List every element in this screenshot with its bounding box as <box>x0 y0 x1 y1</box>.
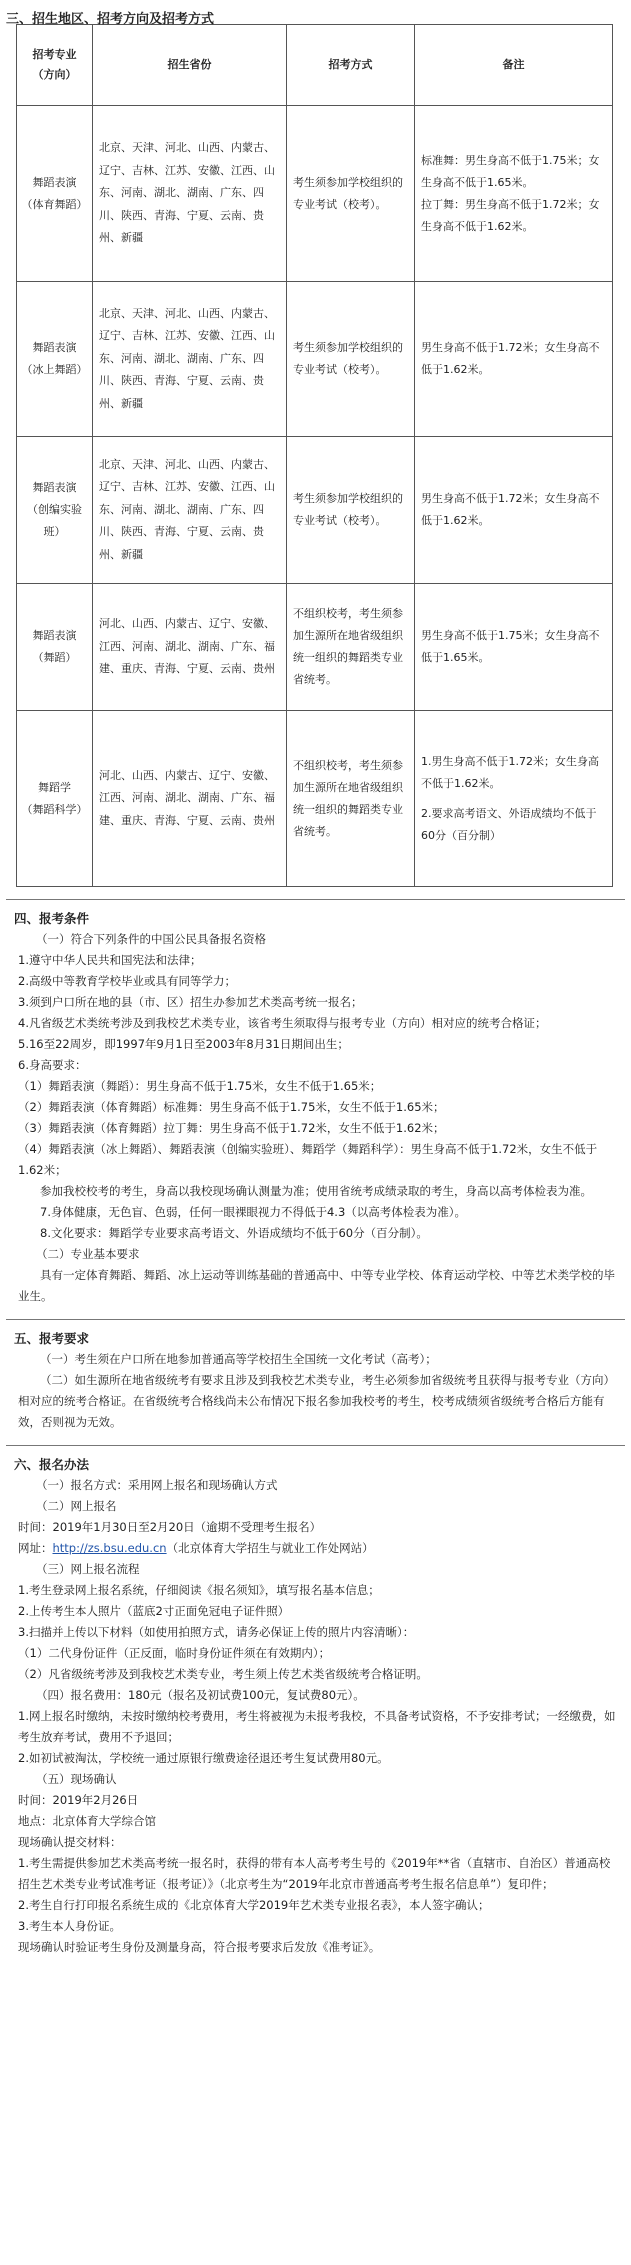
height-item: （4）舞蹈表演（冰上舞蹈）、舞蹈表演（创编实验班）、舞蹈学（舞蹈科学）：男生身高不低于1.72米，女生不低于1.62米； <box>18 1142 598 1177</box>
table-row <box>17 437 613 584</box>
header-note: 备注 <box>415 25 613 106</box>
table-header-row <box>17 25 613 106</box>
registration-time: 时间：2019年1月30日至2月20日（逾期不受理考生报名） <box>18 1520 322 1534</box>
final-note: 现场确认时验证考生身份及测量身高，符合报考要求后发放《准考证》。 <box>18 1940 381 1954</box>
table-row <box>17 584 613 711</box>
site-label: 网址： <box>18 1541 53 1555</box>
major-direction: （创编实验 <box>27 503 82 516</box>
condition-item: 1.遵守中华人民共和国宪法和法律； <box>18 953 202 967</box>
major-cell <box>17 106 93 282</box>
divider <box>6 899 625 900</box>
admission-table-wrap <box>0 24 631 887</box>
major-direction: （体育舞蹈） <box>21 197 88 211</box>
condition-item: 3.须到户口所在地的县（市、区）招生办参加艺术类高考统一报名； <box>18 995 363 1009</box>
material-item: （2）凡省级统考涉及到我校艺术类专业，考生须上传艺术类省级统考合格证明。 <box>18 1667 428 1681</box>
table-row <box>17 282 613 437</box>
section5 <box>0 1328 631 1433</box>
major-direction: （冰上舞蹈） <box>21 363 88 376</box>
provinces-cell: 河北、山西、内蒙古、辽宁、安徽、江西、河南、湖北、湖南、广东、福建、重庆、青海、宁夏、云南、贵州 <box>93 711 287 887</box>
divider <box>6 1319 625 1320</box>
major-name: 舞蹈表演 <box>32 341 77 354</box>
section6-s2: （二）网上报名 <box>36 1499 117 1513</box>
flow-item: 3.扫描并上传以下材料（如使用拍照方式，请务必保证上传的照片内容清晰）： <box>18 1625 415 1639</box>
section6 <box>0 1454 631 1958</box>
condition-item: 6.身高要求： <box>18 1058 87 1072</box>
section6-s5: （五）现场确认 <box>36 1772 117 1786</box>
fee-item: 1.网上报名时缴纳，未按时缴纳校考费用，考生将被视为未报考我校，不具备考试资格，不予安排考试；一经缴费，如考生放弃考试，费用不予退回； <box>18 1709 616 1744</box>
section4-sub2: （二）专业基本要求 <box>36 1247 140 1261</box>
major-direction: （舞蹈科学） <box>21 802 88 816</box>
height-item: （1）舞蹈表演（舞蹈）：男生身高不低于1.75米，女生不低于1.65米； <box>18 1079 382 1093</box>
admission-table <box>16 24 613 887</box>
note-line: 2.要求高考语文、外语成绩均不低于60分（百分制） <box>421 806 597 842</box>
header-method: 招考方式 <box>287 25 415 106</box>
note-line: 男生身高不低于1.72米；女生身高不低于1.62米。 <box>421 341 600 376</box>
table-row <box>17 711 613 887</box>
note-line: 男生身高不低于1.72米；女生身高不低于1.62米。 <box>421 492 600 527</box>
note-line: 标准舞：男生身高不低于1.75米；女生身高不低于1.65米。 <box>421 153 600 189</box>
table-row <box>17 106 613 282</box>
section5-p2: （二）如生源所在地省级统考有要求且涉及到我校艺术类专业，考生必须参加省级统考且获得与报考专业（方向）相对应的统考合格证。在省级统考合格线尚未公布情况下报名参加我校考的考生，校考成绩须省级统考合格后方能有效，否则视为无效。 <box>18 1373 615 1429</box>
confirm-item: 1.考生需提供参加艺术类高考统一报名时，获得的带有本人高考考生号的《2019年**省（直辖市、自治区）普通高校招生艺术类专业考试准考证（报考证）》（北京考生为“2019年北京市普通高考考生报名信息单”）复印件； <box>18 1856 611 1891</box>
method-cell: 不组织校考，考生须参加生源所在地省级组织统一组织的舞蹈类专业省统考。 <box>287 711 415 887</box>
note-cell <box>415 106 613 282</box>
provinces-cell: 北京、天津、河北、山西、内蒙古、辽宁、吉林、江苏、安徽、江西、山东、河南、湖北、湖南、广东、四川、陕西、青海、宁夏、云南、贵州、新疆 <box>93 282 287 437</box>
major-direction-cont: 班） <box>43 525 66 538</box>
major-name: 舞蹈表演 <box>32 629 77 642</box>
note-cell <box>415 584 613 711</box>
confirm-item: 2.考生自行打印报名系统生成的《北京体育大学2019年艺术类专业报名表》，本人签字确认； <box>18 1898 490 1912</box>
major-cell <box>17 282 93 437</box>
method-cell: 考生须参加学校组织的专业考试（校考）。 <box>287 437 415 584</box>
section4-sub2-text: 具有一定体育舞蹈、舞蹈、冰上运动等训练基础的普通高中、中等专业学校、体育运动学校、中等艺术类学校的毕业生。 <box>18 1268 615 1303</box>
divider <box>6 1445 625 1446</box>
provinces-cell: 北京、天津、河北、山西、内蒙古、辽宁、吉林、江苏、安徽、江西、山东、河南、湖北、湖南、广东、四川、陕西、青海、宁夏、云南、贵州、新疆 <box>93 437 287 584</box>
condition-item: 2.高级中等教育学校毕业或具有同等学力； <box>18 974 236 988</box>
section3-title: 三、招生地区、招考方向及招考方式 <box>6 12 215 27</box>
material-item: （1）二代身份证件（正反面，临时身份证件须在有效期内）； <box>18 1646 331 1660</box>
provinces-cell: 北京、天津、河北、山西、内蒙古、辽宁、吉林、江苏、安徽、江西、山东、河南、湖北、湖南、广东、四川、陕西、青海、宁夏、云南、贵州、新疆 <box>93 106 287 282</box>
major-name: 舞蹈学 <box>38 780 71 794</box>
note-line: 拉丁舞：男生身高不低于1.72米；女生身高不低于1.62米。 <box>421 197 600 233</box>
note-cell <box>415 437 613 584</box>
section5-title: 五、报考要求 <box>14 1331 90 1346</box>
section4-title: 四、报考条件 <box>14 911 90 926</box>
major-cell <box>17 584 93 711</box>
materials-label: 现场确认提交材料： <box>18 1835 122 1849</box>
section4-sub1: （一）符合下列条件的中国公民具备报名资格 <box>36 932 266 946</box>
section6-s4: （四）报名费用：180元（报名及初试费100元，复试费80元）。 <box>36 1688 365 1702</box>
confirm-place: 地点：北京体育大学综合馆 <box>18 1814 156 1828</box>
site-link[interactable]: http://zs.bsu.edu.cn <box>52 1541 167 1555</box>
method-cell: 不组织校考，考生须参加生源所在地省级组织统一组织的舞蹈类专业省统考。 <box>287 584 415 711</box>
major-cell <box>17 437 93 584</box>
fee-item: 2.如初试被淘汰，学校统一通过原银行缴费途径退还考生复试费用80元。 <box>18 1751 389 1765</box>
height-item: （3）舞蹈表演（体育舞蹈）拉丁舞：男生身高不低于1.72米，女生不低于1.62米； <box>18 1121 445 1135</box>
header-major: 招考专业（方向） <box>17 25 93 106</box>
method-cell: 考生须参加学校组织的专业考试（校考）。 <box>287 282 415 437</box>
major-cell <box>17 711 93 887</box>
section6-s1: （一）报名方式：采用网上报名和现场确认方式 <box>36 1478 278 1492</box>
section6-s3: （三）网上报名流程 <box>36 1562 140 1576</box>
section6-title: 六、报名办法 <box>14 1457 90 1472</box>
condition-item: 7.身体健康，无色盲、色弱，任何一眼裸眼视力不得低于4.3（以高考体检表为准）。 <box>40 1205 467 1219</box>
major-direction: （舞蹈） <box>32 651 77 664</box>
major-name: 舞蹈表演 <box>32 175 77 189</box>
provinces-cell: 河北、山西、内蒙古、辽宁、安徽、江西、河南、湖北、湖南、广东、福建、重庆、青海、宁夏、云南、贵州 <box>93 584 287 711</box>
confirm-time: 时间：2019年2月26日 <box>18 1793 139 1807</box>
height-note: 参加我校校考的考生，身高以我校现场确认测量为准；使用省统考成绩录取的考生，身高以高考体检表为准。 <box>40 1184 592 1198</box>
flow-item: 1.考生登录网上报名系统，仔细阅读《报名须知》，填写报名基本信息； <box>18 1583 380 1597</box>
condition-item: 4.凡省级艺术类统考涉及到我校艺术类专业，该省考生须取得与报考专业（方向）相对应的统考合格证； <box>18 1016 547 1030</box>
note-line: 1.男生身高不低于1.72米；女生身高不低于1.62米。 <box>421 754 599 790</box>
major-name: 舞蹈表演 <box>32 481 77 494</box>
method-cell: 考生须参加学校组织的专业考试（校考）。 <box>287 106 415 282</box>
note-cell <box>415 282 613 437</box>
header-provinces: 招生省份 <box>93 25 287 106</box>
section5-p1: （一）考生须在户口所在地参加普通高等学校招生全国统一文化考试（高考）； <box>40 1352 437 1366</box>
condition-item: 8.文化要求：舞蹈学专业要求高考语文、外语成绩均不低于60分（百分制）。 <box>40 1226 428 1240</box>
registration-site <box>14 1538 621 1559</box>
note-line: 男生身高不低于1.75米；女生身高不低于1.65米。 <box>421 629 600 664</box>
condition-item: 5.16至22周岁，即1997年9月1日至2003年8月31日期间出生； <box>18 1037 349 1051</box>
note-cell <box>415 711 613 887</box>
site-desc: （北京体育大学招生与就业工作处网站） <box>166 1541 374 1555</box>
section4 <box>0 908 631 1307</box>
height-item: （2）舞蹈表演（体育舞蹈）标准舞：男生身高不低于1.75米，女生不低于1.65米； <box>18 1100 445 1114</box>
confirm-item: 3.考生本人身份证。 <box>18 1919 121 1933</box>
flow-item: 2.上传考生本人照片（蓝底2寸正面免冠电子证件照） <box>18 1604 290 1618</box>
